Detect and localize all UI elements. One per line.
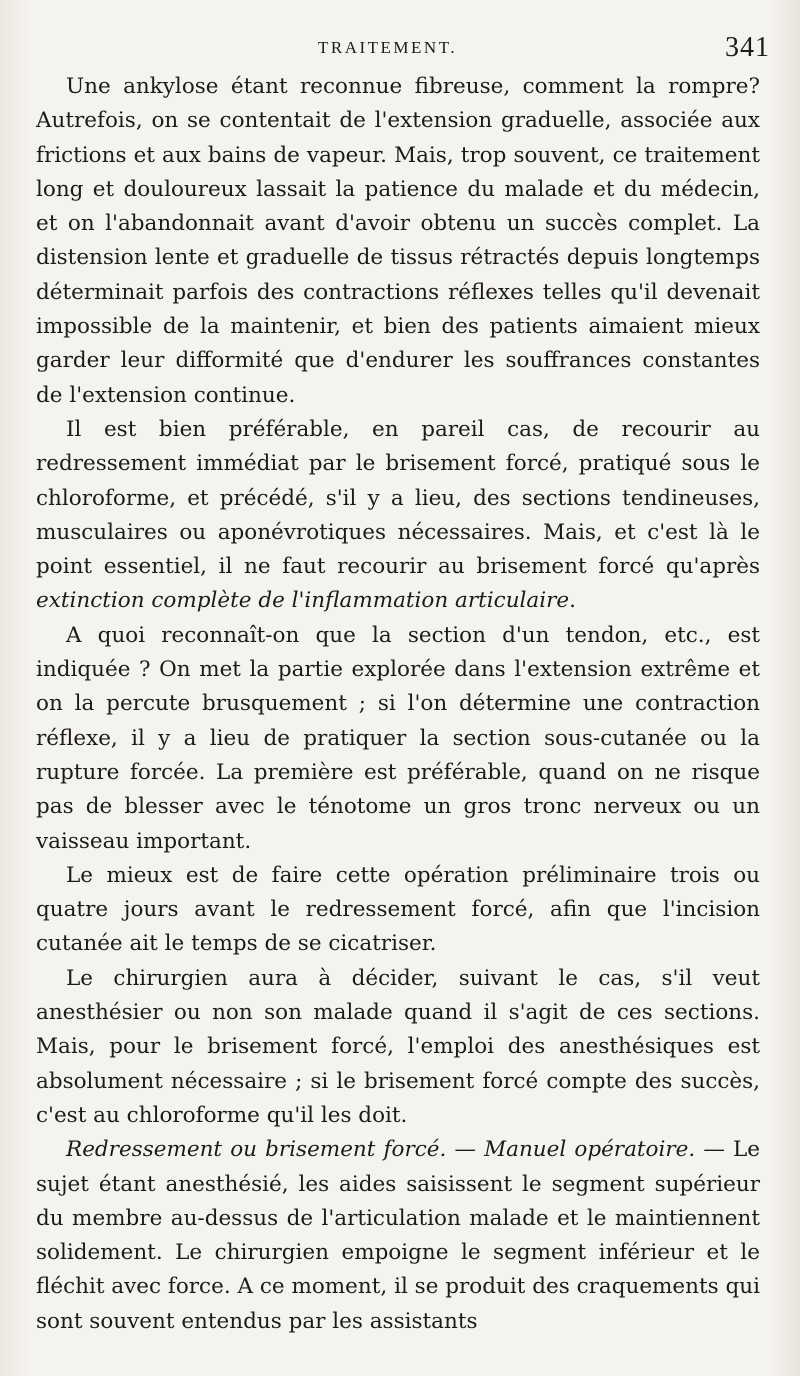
running-title: TRAITEMENT. [318, 38, 458, 57]
italic-phrase: extinction complète de l'inflammation articulaire [36, 588, 570, 614]
paragraph-text: Le chirurgien aura à décider, suivant le cas, s'il veut anesthésier ou non son malade quand il s'agit de ces sections. Mais, pour le brisement forcé, l'emploi des anesthésiques est absolument nécessaire ; si le brisement forcé compte des succès, c'est au chloroforme qu'il les doit. [36, 965, 760, 1128]
section-heading-redressement: Redressement ou brisement forcé. [66, 1137, 447, 1163]
paragraph-manuel-operatoire [36, 1133, 760, 1339]
paragraph-text: A quoi reconnaît-on que la section d'un tendon, etc., est indiquée ? On met la partie explorée dans l'extension extrême et on la percute brusquement ; si l'on détermine une contraction réflexe, il y a lieu de pratiquer la section sous-cutanée ou la rupture forcée. La première est préférable, quand on ne risque pas de blesser avec le ténotome un gros tronc nerveux ou un vaisseau important. [36, 622, 760, 854]
paragraph-anesthesie [36, 962, 760, 1133]
paragraph-text: Une ankylose étant reconnue fibreuse, comment la rompre? Autrefois, on se contentait de l'extension graduelle, associée aux frictions et aux bains de vapeur. Mais, trop souvent, ce traitement long et douloureux lassait la patience du malade et du médecin, et on l'abandonnait avant d'avoir obtenu un succès complet. La distension lente et graduelle de tissus rétractés depuis longtemps déterminait parfois des contractions réflexes telles qu'il devenait impossible de la maintenir, et bien des patients aimaient mieux garder leur difformité que d'endurer les souffrances constantes de l'extension continue. [36, 74, 760, 408]
paragraph-ankylose [36, 70, 760, 413]
paragraph-operation-preliminaire [36, 859, 760, 962]
paragraph-redressement [36, 413, 760, 619]
paragraph-text: Le mieux est de faire cette opération préliminaire trois ou quatre jours avant le redressement forcé, afin que l'incision cutanée ait le temps de se cicatriser. [36, 862, 760, 957]
section-heading-manuel: Manuel opératoire. [484, 1137, 696, 1163]
em-dash: — [695, 1137, 733, 1163]
paragraph-section-tendon [36, 619, 760, 859]
running-head [36, 30, 770, 70]
body-text [36, 70, 760, 1339]
page-number: 341 [725, 32, 770, 63]
paragraph-text: Il est bien préférable, en pareil cas, de recourir au redressement immédiat par le brisement forcé, pratiqué sous le chloroforme, et précédé, s'il y a lieu, des sections tendineuses, musculaires ou aponévrotiques nécessaires. Mais, et c'est là le point essentiel, il ne faut recourir au brisement forcé qu'après [36, 416, 760, 580]
em-dash: — [446, 1137, 485, 1163]
paragraph-text: Le sujet étant anesthésié, les aides saisissent le segment supérieur du membre au-dessus de l'articulation malade et le maintiennent solidement. Le chirurgien empoigne le segment inférieur et le fléchit avec force. A ce moment, il se produit des craquements qui sont souvent entendus par les assistants [36, 1137, 760, 1334]
paragraph-text-end: . [569, 588, 576, 614]
